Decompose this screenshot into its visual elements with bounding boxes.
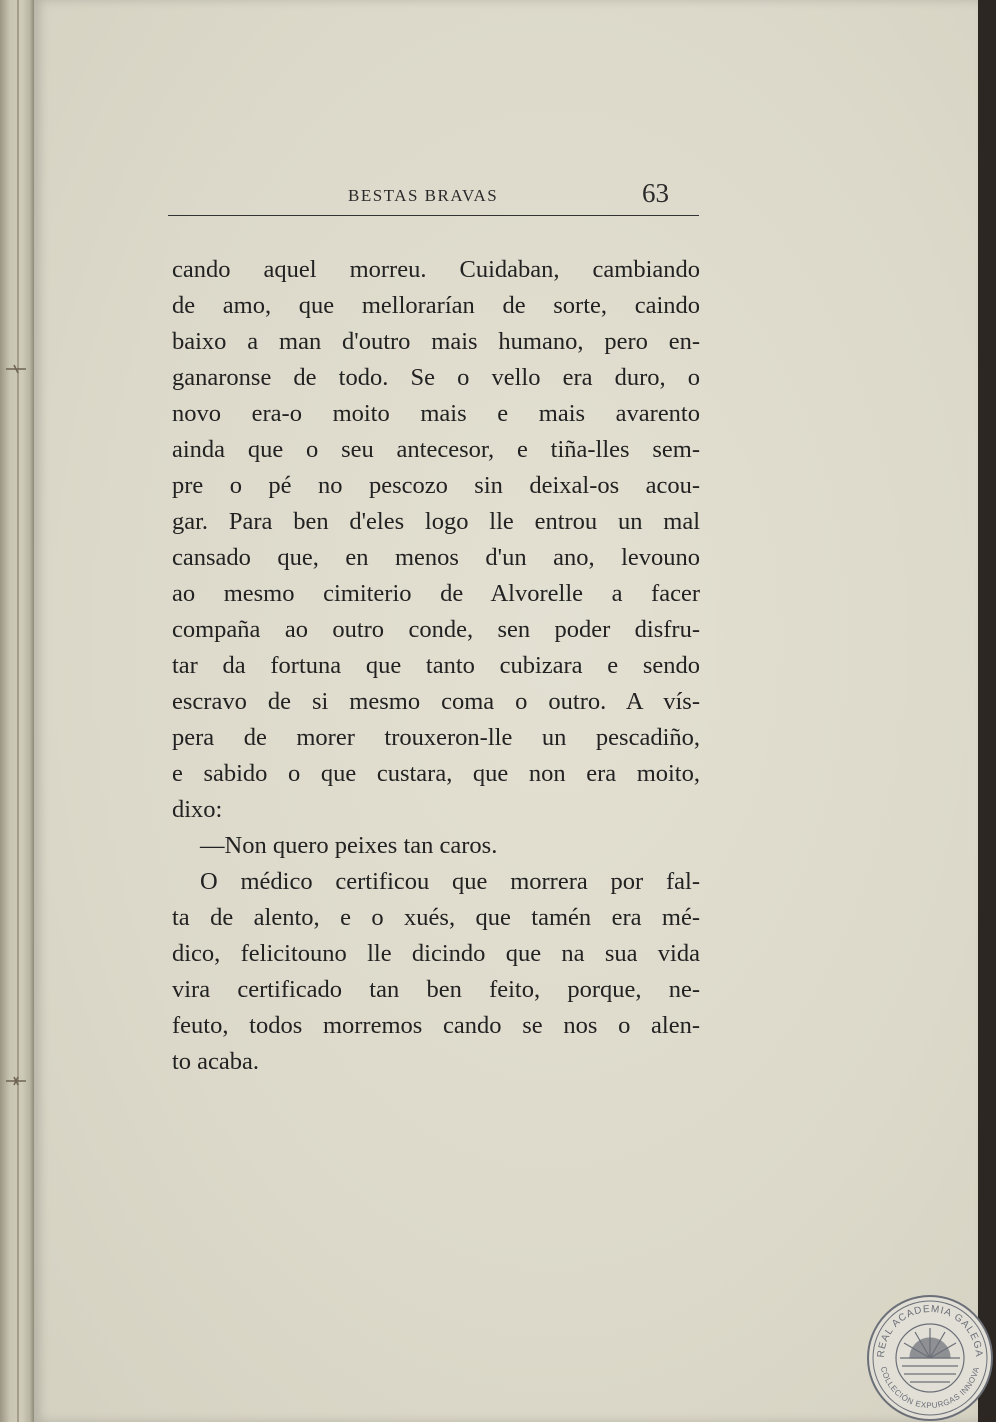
text-line: dixo: bbox=[172, 796, 223, 823]
text-line: to acaba. bbox=[172, 1048, 260, 1075]
text-line: novo era-o moito mais e mais avarento bbox=[172, 400, 700, 427]
text-line: vira certificado tan ben feito, porque, ne- bbox=[172, 976, 700, 1003]
text-line: e sabido o que custara, que non era moito, bbox=[172, 760, 700, 787]
text-line: dico, felicitouno lle dicindo que na sua vida bbox=[172, 940, 700, 967]
text-line: de amo, que mellorarían de sorte, caindo bbox=[172, 292, 700, 319]
text-line: cando aquel morreu. Cuidaban, cambiando bbox=[172, 256, 700, 283]
library-stamp bbox=[866, 1294, 994, 1422]
header-rule bbox=[168, 215, 699, 216]
text-line: compaña ao outro conde, sen poder disfru- bbox=[172, 616, 700, 643]
text-line: ainda que o seu antecesor, e tiña-lles sem- bbox=[172, 436, 700, 463]
stamp-top-text: REAL ACADEMIA GALEGA bbox=[875, 1303, 985, 1359]
text-line: O médico certificou que morrera por fal- bbox=[200, 868, 700, 895]
text-line: cansado que, en menos d'un ano, levouno bbox=[172, 544, 700, 571]
stamp-bottom-text: COLLECIÓN EXPURGAS INNOVA bbox=[878, 1365, 982, 1411]
body-text bbox=[172, 252, 700, 1080]
text-line: baixo a man d'outro mais humano, pero en- bbox=[172, 328, 700, 355]
text-line: pre o pé no pescozo sin deixal-os acou- bbox=[172, 472, 700, 499]
text-line: ao mesmo cimiterio de Alvorelle a facer bbox=[172, 580, 700, 607]
dialogue-line: —Non quero peixes tan caros. bbox=[200, 832, 498, 859]
binding-knot-icon bbox=[4, 364, 28, 374]
running-head bbox=[168, 178, 699, 218]
text-line: tar da fortuna que tanto cubizara e sendo bbox=[172, 652, 700, 679]
text-line: pera de morer trouxeron-lle un pescadiño, bbox=[172, 724, 700, 751]
page-number: 63 bbox=[642, 178, 669, 208]
text-line: ganaronse de todo. Se o vello era duro, o bbox=[172, 364, 700, 391]
running-title: BESTAS BRAVAS bbox=[348, 186, 499, 205]
binding-thread bbox=[17, 0, 19, 1422]
binding-knot-icon bbox=[4, 1076, 28, 1086]
text-line: gar. Para ben d'eles logo lle entrou un mal bbox=[172, 508, 700, 535]
text-line: feuto, todos morremos cando se nos o alen- bbox=[172, 1012, 700, 1039]
text-line: escravo de si mesmo coma o outro. A vís- bbox=[172, 688, 700, 715]
text-line: ta de alento, e o xués, que tamén era mé- bbox=[172, 904, 700, 931]
